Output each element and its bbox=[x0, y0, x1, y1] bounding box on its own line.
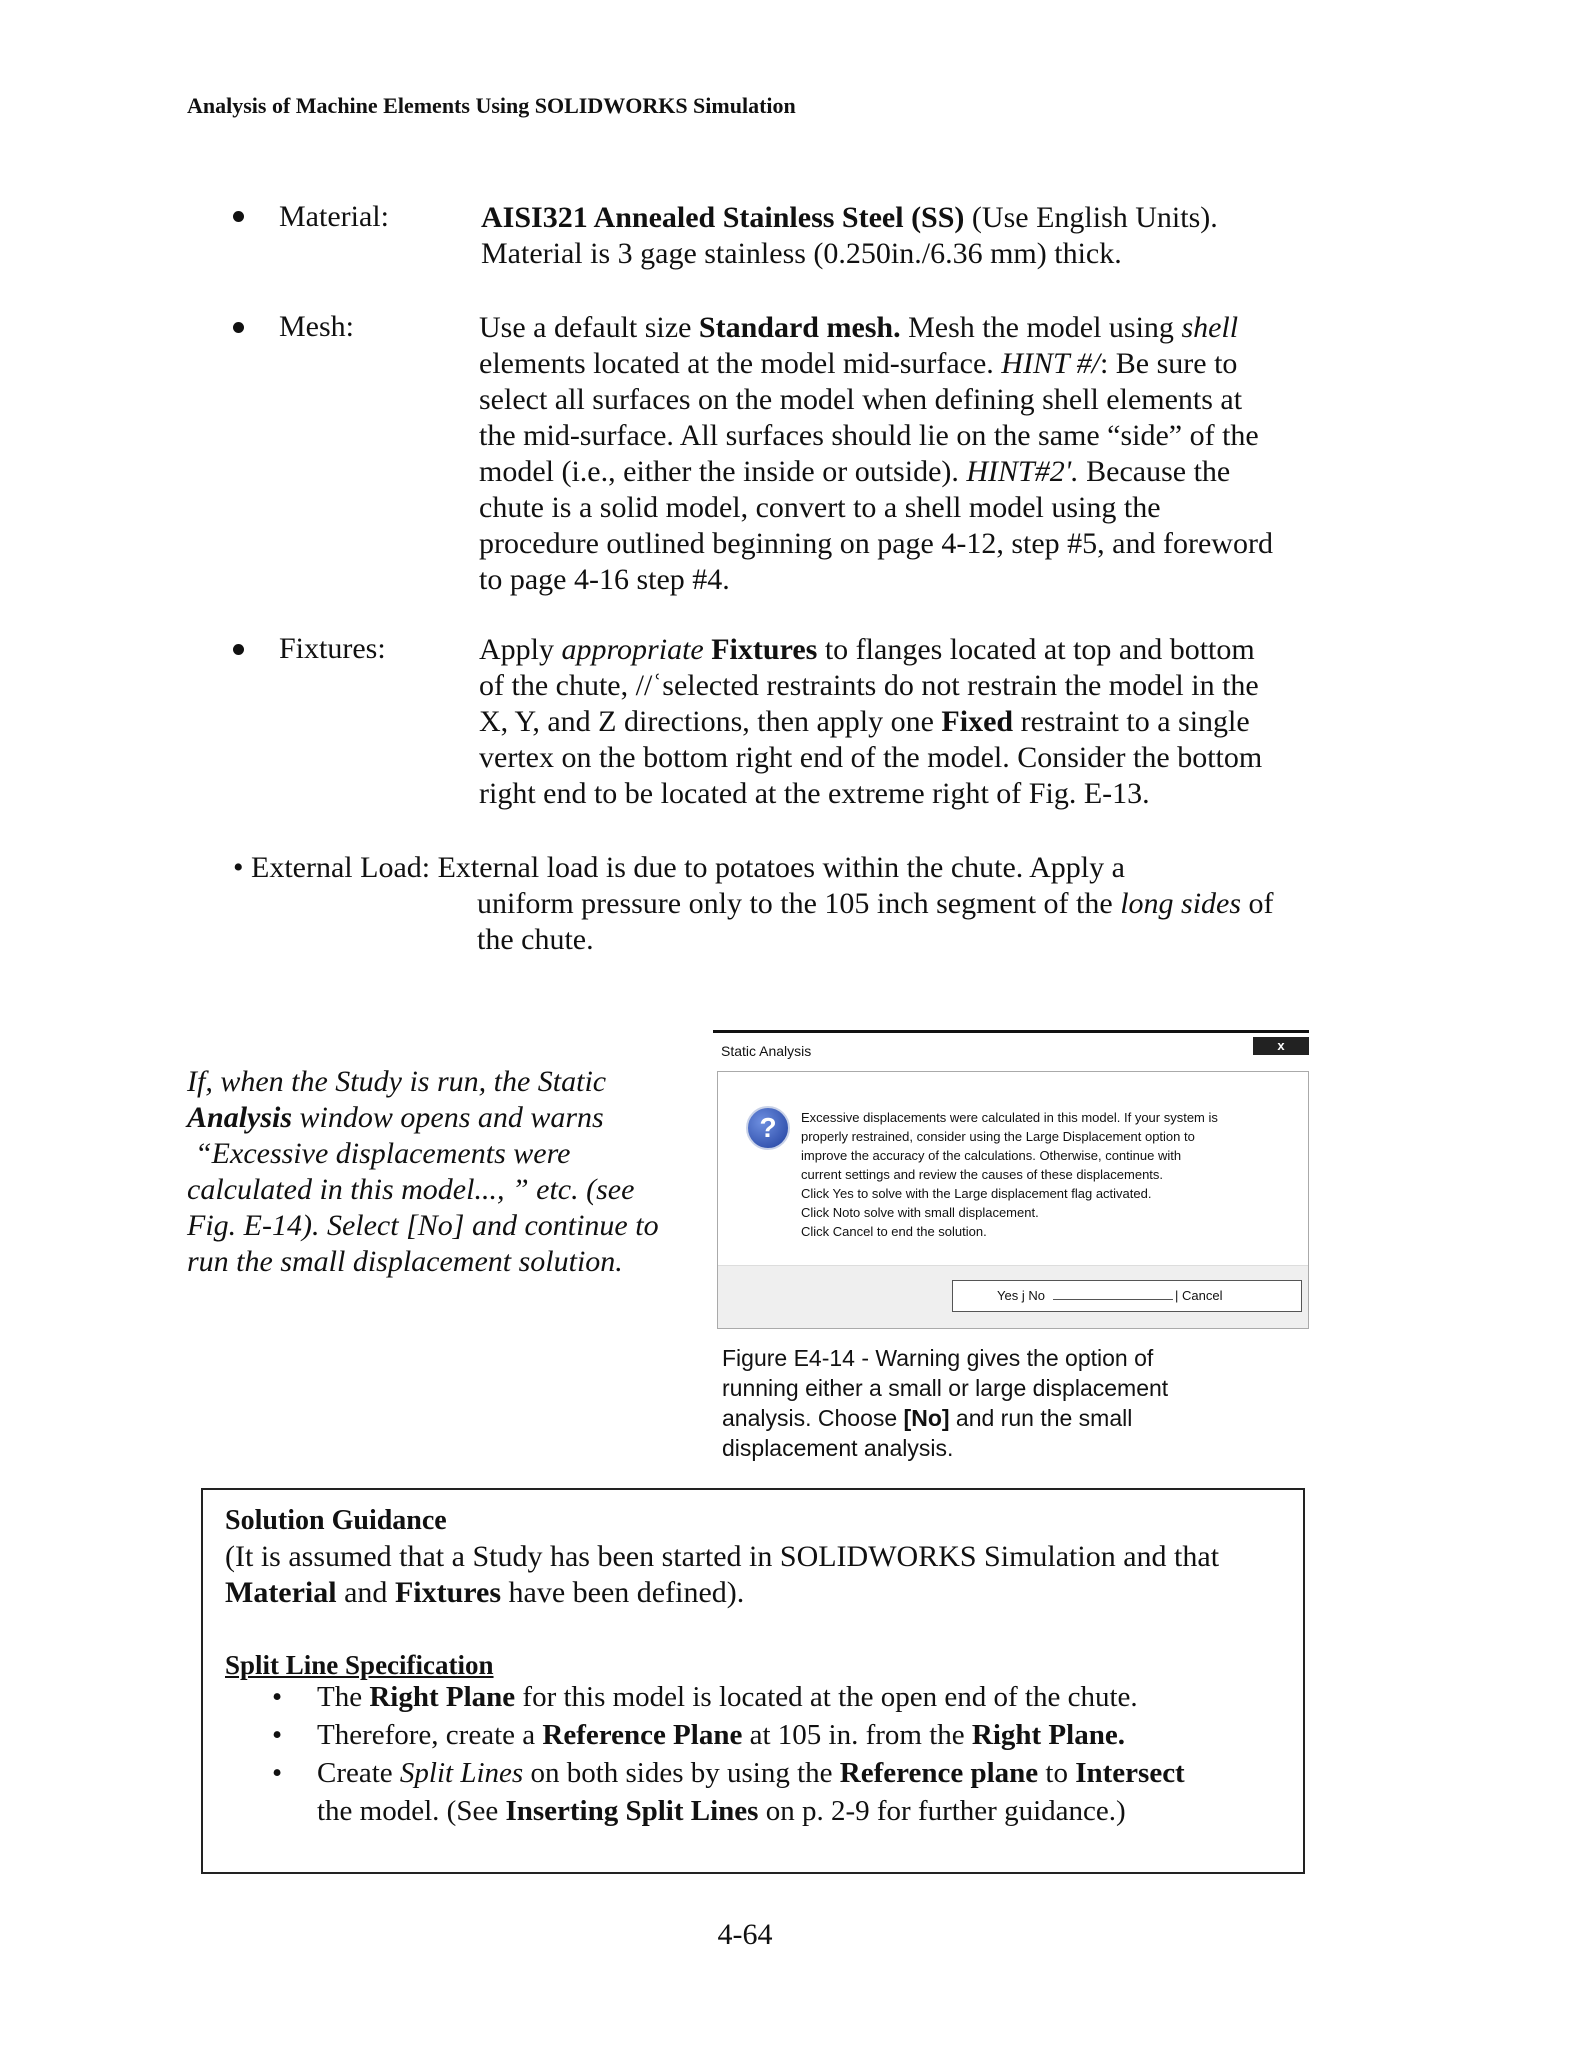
dialog-footer bbox=[718, 1265, 1308, 1328]
mesh-text: Use a default size Standard mesh. Mesh the model using shell elements located at the model mid-surface. HINT #/: Be sure to select all surfaces on the model when defining shell elements at the mid-surface. All surfaces should lie on the same “side” of the model (i.e., either the inside or outside). HINT#2'. Because the chute is a solid model, convert to a shell model using the procedure outlined beginning on page 4-12, step #5, and foreword to page 4-16 step #4. bbox=[479, 311, 1273, 596]
bullet-icon bbox=[233, 211, 244, 222]
dialog-button-row bbox=[952, 1280, 1302, 1312]
material-label: Material: bbox=[279, 200, 389, 233]
button-divider bbox=[1053, 1299, 1173, 1300]
dialog-title: Static Analysis bbox=[721, 1043, 812, 1059]
yes-no-button[interactable]: Yes j No bbox=[997, 1288, 1045, 1303]
external-load-text: uniform pressure only to the 105 inch segment of the long sides of the chute. bbox=[477, 887, 1274, 956]
static-analysis-dialog bbox=[713, 1030, 1309, 1333]
split-line-heading: Split Line Specification bbox=[225, 1650, 494, 1680]
running-header: Analysis of Machine Elements Using SOLIDWORKS Simulation bbox=[187, 93, 796, 118]
dialog-message: Excessive displacements were calculated in this model. If your system is properly restrained, consider using the Large Displacement option to improve the accuracy of the calculations. Otherwise, continue with current settings and review the causes of these displacements. Click Yes to solve with the Large displacement flag activated. Click Noto solve with small displacement. Click Cancel to end the solution. bbox=[801, 1110, 1218, 1239]
fixtures-text: Apply appropriate Fixtures to flanges located at top and bottom of the chute, //ʿselected restraints do not restrain the model in the X, Y, and Z directions, then apply one Fixed restraint to a single vertex on the bottom right end of the model. Consider the bottom right end to be located at the extreme right of Fig. E-13. bbox=[479, 633, 1263, 810]
page-number: 4-64 bbox=[717, 1918, 773, 1951]
cancel-button[interactable]: | Cancel bbox=[1175, 1288, 1223, 1303]
bullet-icon bbox=[233, 644, 244, 655]
guidance-bullets: • The Right Plane for this model is located at the open end of the chute. • Therefore, create a Reference Plane at 105 in. from the Right Plane. • Create Split Lines on both sides by using the Reference plane to Intersect the model. (See Inserting Split Lines on p. 2-9 for further guidance.) bbox=[272, 1678, 1185, 1830]
close-icon[interactable]: x bbox=[1253, 1037, 1309, 1055]
bullet-icon: • bbox=[272, 1757, 283, 1789]
mesh-label: Mesh: bbox=[279, 310, 354, 343]
dialog-body bbox=[717, 1071, 1309, 1329]
question-icon: ? bbox=[746, 1106, 790, 1150]
figure-caption: Figure E4-14 - Warning gives the option of running either a small or large displacement analysis. Choose [No] and run the small displacement analysis. bbox=[722, 1345, 1169, 1461]
side-note: If, when the Study is run, the Static Analysis window opens and warns “Excessive displacements were calculated in this model..., ” etc. (see Fig. E-14). Select [No] and continue to run the small displacement solution. bbox=[187, 1065, 659, 1278]
bullet-icon: • bbox=[272, 1681, 283, 1713]
bullet-icon: • bbox=[272, 1719, 283, 1751]
bullet-icon bbox=[233, 322, 244, 333]
guidance-title: Solution Guidance bbox=[225, 1505, 447, 1536]
solution-guidance-box: Solution Guidance (It is assumed that a Study has been started in SOLIDWORKS Simulation and that Material and Fixtures have been defined). Split Line Specification • The Right Plane for this model is located at the open end of the chute. • Therefore, create a Reference Plane at 105 in. from the Right Plane. • Create Split Lines on both sides by using the Reference plane to Intersect the model. (See Inserting Split Lines on p. 2-9 for further guidance.) bbox=[201, 1488, 1305, 1874]
external-load-line: • External Load: External load is due to potatoes within the chute. Apply a bbox=[233, 851, 1125, 884]
fixtures-label: Fixtures: bbox=[279, 632, 386, 665]
material-text: AISI321 Annealed Stainless Steel (SS) (Use English Units). Material is 3 gage stainless (0.250in./6.36 mm) thick. bbox=[481, 201, 1218, 270]
